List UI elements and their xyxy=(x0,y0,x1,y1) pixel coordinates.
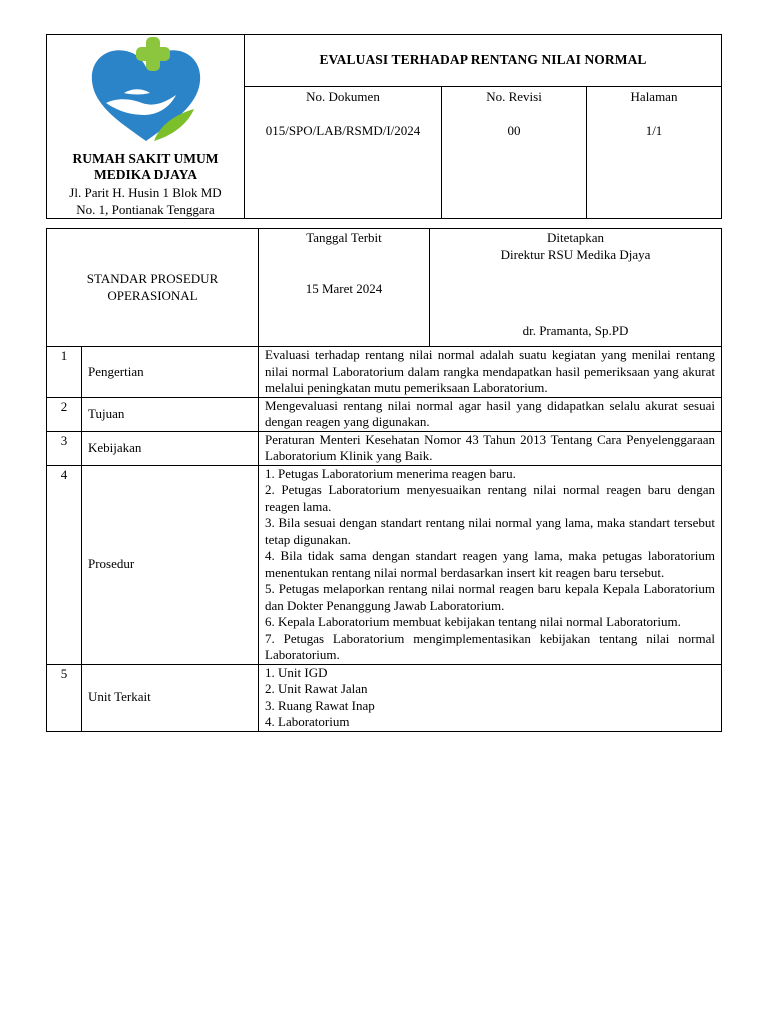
related-unit: 1. Unit IGD xyxy=(265,664,328,680)
row-label: Tujuan xyxy=(82,397,259,431)
row-label: Unit Terkait xyxy=(82,664,259,731)
hospital-name-line1: RUMAH SAKIT UMUM xyxy=(72,151,219,166)
procedure-step: 1. Petugas Laboratorium menerima reagen baru. xyxy=(265,465,516,481)
issue-date-value: 15 Maret 2024 xyxy=(305,280,383,296)
table-row xyxy=(47,431,722,465)
document-number-label: No. Dokumen xyxy=(306,89,380,104)
row-content-line: Mengevaluasi rentang nilai normal agar hasil yang didapatkan selalu akurat sesuai dengan reagen yang digunakan. xyxy=(265,397,715,429)
approval-label: Ditetapkan xyxy=(546,230,605,245)
page-cell xyxy=(587,87,722,219)
revision-value: 00 xyxy=(507,122,521,138)
table-row xyxy=(47,397,722,431)
procedure-step: 4. Bila tidak sama dengan standart reagen yang lama, maka petugas laboratorium menentukan rentang nilai normal berdasarkan insert kit reagen baru tersebut. xyxy=(265,548,715,580)
document-header xyxy=(46,34,722,219)
procedure-step: 5. Petugas melaporkan rentang nilai normal reagen baru kepala Kepala Laboratorium dan Dokter Penanggung Jawab Laboratorium. xyxy=(265,581,715,613)
row-label: Kebijakan xyxy=(82,431,259,465)
related-unit: 3. Ruang Rawat Inap xyxy=(265,697,375,713)
procedure-step: 7. Petugas Laboratorium mengimplementasikan kebijakan tentang nilai normal Laboratorium. xyxy=(265,630,715,662)
hospital-address-line2: No. 1, Pontianak Tenggara xyxy=(76,202,215,217)
related-unit: 2. Unit Rawat Jalan xyxy=(265,681,368,696)
page-value: 1/1 xyxy=(645,122,663,138)
procedure-step: 3. Bila sesuai dengan standart rentang nilai normal yang lama, maka standart tersebut tetap digunakan. xyxy=(265,515,715,547)
sop-label-line2: OPERASIONAL xyxy=(107,287,198,303)
procedure-step: 2. Petugas Laboratorium menyesuaikan rentang nilai normal reagen baru dengan reagen lama. xyxy=(265,482,715,514)
hospital-name-line2: MEDIKA DJAYA xyxy=(94,167,197,182)
revision-cell xyxy=(442,87,587,219)
document-title: EVALUASI TERHADAP RENTANG NILAI NORMAL xyxy=(245,35,722,87)
issue-date-cell xyxy=(259,229,430,347)
approval-cell xyxy=(430,229,722,347)
row-content xyxy=(259,431,722,465)
row-content xyxy=(259,465,722,664)
sop-label xyxy=(47,229,259,347)
table-row xyxy=(47,347,722,398)
row-number: 3 xyxy=(47,431,82,465)
row-content-line: Evaluasi terhadap rentang nilai normal adalah suatu kegiatan yang menilai rentang nilai normal Laboratorium dalam rangka mendapatkan hasil pemeriksaan yang akurat melalui peningkatan mutu pemeriksaan Laboratorium. xyxy=(265,347,715,395)
row-number: 1 xyxy=(47,347,82,398)
page-label: Halaman xyxy=(630,89,678,104)
document-number-value: 015/SPO/LAB/RSMD/I/2024 xyxy=(265,122,421,138)
row-number: 4 xyxy=(47,465,82,664)
related-unit: 4. Laboratorium xyxy=(265,714,350,729)
hospital-address-line1: Jl. Parit H. Husin 1 Blok MD xyxy=(69,185,222,200)
revision-label: No. Revisi xyxy=(486,89,542,104)
hospital-identity xyxy=(47,35,245,219)
row-content xyxy=(259,397,722,431)
sop-table xyxy=(46,228,722,732)
row-content-line: Peraturan Menteri Kesehatan Nomor 43 Tahun 2013 Tentang Cara Penyelenggaraan Laboratorium Klinik yang Baik. xyxy=(265,431,715,463)
row-content xyxy=(259,347,722,398)
sop-label-line1: STANDAR PROSEDUR xyxy=(86,271,219,286)
hospital-logo xyxy=(47,35,244,145)
document-number-cell xyxy=(245,87,442,219)
row-number: 2 xyxy=(47,397,82,431)
signatory-name: dr. Pramanta, Sp.PD xyxy=(522,323,629,338)
procedure-step: 6. Kepala Laboratorium membuat kebijakan tentang nilai normal Laboratorium. xyxy=(265,614,681,629)
table-row xyxy=(47,664,722,731)
issue-date-label: Tanggal Terbit xyxy=(306,230,382,245)
table-row xyxy=(47,465,722,664)
row-number: 5 xyxy=(47,664,82,731)
row-label: Pengertian xyxy=(82,347,259,398)
approval-authority: Direktur RSU Medika Djaya xyxy=(500,246,651,262)
row-label: Prosedur xyxy=(82,465,259,664)
row-content xyxy=(259,664,722,731)
